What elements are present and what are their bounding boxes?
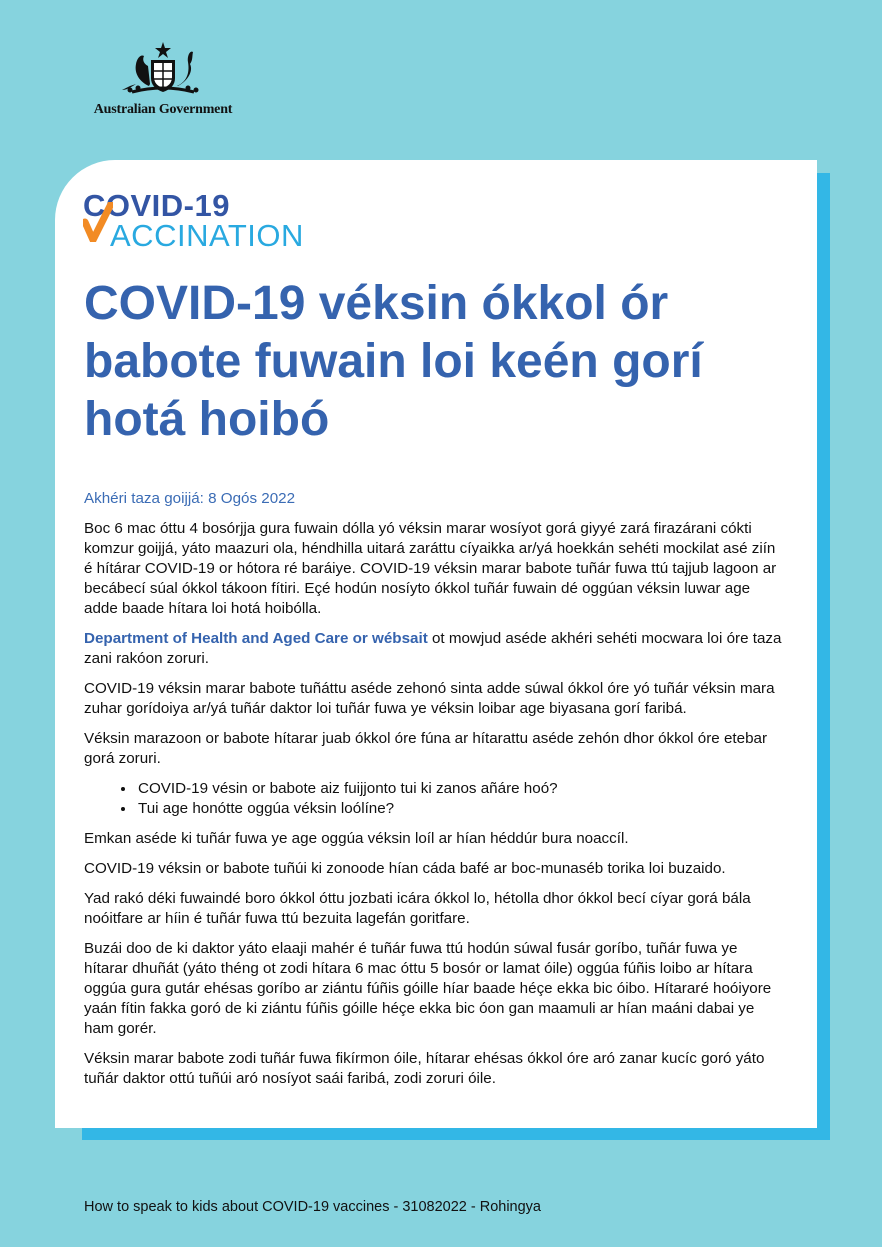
paragraph-6: COVID-19 véksin or babote tuñúi ki zonoode hían cáda bafé ar boc-munaséb torika loi buzaido. [84,860,726,877]
paragraph-4: Véksin marazoon or babote hítarar juab ókkol óre fúna ar hítarattu aséde zehón dhor ókkol óre etebar gorá zoruri. [84,730,768,767]
logo-line-1: COVID-19 [83,188,230,223]
paragraph-1: Boc 6 mac óttu 4 bosórjja gura fuwain dólla yó véksin marar wosíyot gorá giyyé zará firazárani cókti komzur goijjá, yáto maazuri ola, héndhilla uitará zaráttu cíyaikka ar/yá hoekkán sehéti mockilat asé ziín é hítárar COVID-19 or hótora ré baráiye. COVID-19 véksin marar babote tuñár fuwa ttú tajjub lagoon ar becábecí súal ókkol tákoon fítiri. Eçé hodún nosíyto ókkol tuñár fuwain dé oggúan véksin luwar age adde baade hítara loi hotá hoibólla. [84,520,777,617]
last-updated: Akhéri taza goijjá: 8 Ogós 2022 [84,490,296,507]
paragraph-8: Buzái doo de ki daktor yáto elaaji mahér é tuñár fuwa ttú hodún súwal fusár goríbo, tuñár fuwa ye hítarar dhuñát (yáto théng ot zodi hítara 6 mac óttu 5 bosór or lamat óile) oggúa fúñis loibo ar hítara oggúa gura gutár ehésas goríbo ar ziántu fúñis góille híar baade héçe ekka bic óibo. Hítararé hoóiyore yaán fítin fakka goró de ki ziántu fúñis góille héçe ekka bic óon gan maamuli ar hían maáni dabai ye ham gorér. [84,940,772,1037]
department-website-link[interactable]: Department of Health and Aged Care or wébsait [84,630,428,647]
paragraph-2-text: ot mowjud aséde akhéri sehéti mocwara loi óre taza zani rakóon zoruri. [84,630,782,667]
checkmark-icon [83,202,113,242]
document-body [84,489,784,1099]
government-crest [82,40,244,125]
list-item: • Tui age honótte oggúa véksin loólíne? [136,799,784,819]
government-name: Australian Government [93,102,233,117]
question-list [84,779,784,819]
list-item: • COVID-19 vésin or babote aiz fuijjonto tui ki zanos añáre hoó? [136,779,784,799]
logo-line-2: ACCINATION [110,218,304,253]
content-card [55,160,817,1128]
paragraph-9: Véksin marar babote zodi tuñár fuwa fikírmon óile, hítarar ehésas ókkol óre aró zanar kucíc goró yáto tuñár daktor ottú tuñúi aró nosíyot saái faribá, zodi zoruri óile. [84,1050,765,1087]
coat-of-arms-icon [120,40,206,96]
page-title: COVID-19 véksin ókkol ór babote fuwain loi keén gorí hotá hoibó [84,277,703,446]
paragraph-2 [84,629,784,669]
paragraph-3: COVID-19 véksin marar babote tuñáttu aséde zehonó sinta adde súwal ókkol óre yó tuñár véksin mara zuhar gorídoiya ar/yá tuñár daktor loi tuñár fuwa ye véksin loibar age biyasana gorí faribá. [84,680,775,717]
paragraph-5: Emkan aséde ki tuñár fuwa ye age oggúa véksin loíl ar hían héddúr bura noaccíl. [84,830,629,847]
covid-vaccination-logo [83,188,323,253]
page-footer: How to speak to kids about COVID-19 vaccines - 31082022 - Rohingya [84,1199,541,1215]
paragraph-7: Yad rakó déki fuwaindé boro ókkol óttu jozbati icára ókkol lo, hétolla dhor ókkol becí cíyar gorá bála noóitfare ar híin é tuñár fuwa ttú bezuita lagefán goritfare. [84,890,751,927]
